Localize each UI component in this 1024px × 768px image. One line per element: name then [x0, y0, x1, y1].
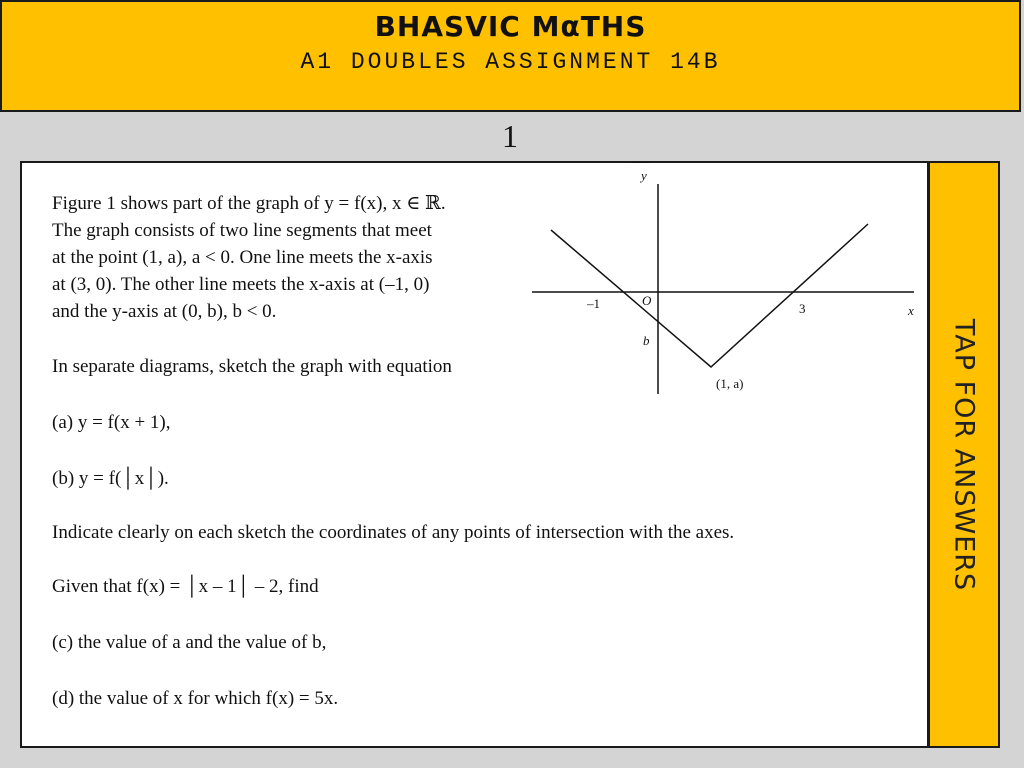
brand-title: BHASVIC MαTHS	[374, 10, 647, 43]
intro-line-1: Figure 1 shows part of the graph of y = f(x), x ∈ ℝ.	[52, 193, 446, 214]
x-axis-label: x	[908, 303, 914, 318]
three-label: 3	[799, 301, 806, 316]
y-axis-label: y	[641, 168, 647, 183]
given-text: Given that f(x) = │x – 1│ – 2, find	[52, 576, 319, 597]
intro-line-2: The graph consists of two line segments that meet	[52, 220, 432, 241]
intro-line-4: at (3, 0). The other line meets the x-axis at (–1, 0)	[52, 274, 430, 295]
question-number: 1	[502, 118, 518, 154]
part-b-text: (b) y = f(│x│).	[52, 468, 169, 489]
b-label: b	[643, 333, 650, 348]
intro-line-3: at the point (1, a), a < 0. One line meets the x-axis	[52, 247, 433, 268]
figure-1-graph	[528, 162, 924, 398]
instruction-text: In separate diagrams, sketch the graph with equation	[52, 356, 452, 377]
tap-for-answers-button[interactable]	[928, 161, 1000, 748]
part-a-text: (a) y = f(x + 1),	[52, 412, 171, 433]
assignment-subtitle: A1 DOUBLES ASSIGNMENT 14B	[300, 49, 721, 75]
indicate-text: Indicate clearly on each sketch the coordinates of any points of intersection with the axes.	[52, 522, 735, 543]
origin-label: O	[642, 293, 652, 308]
intro-line-5: and the y-axis at (0, b), b < 0.	[52, 301, 277, 322]
neg-one-label: –1	[587, 296, 600, 311]
header-banner	[0, 0, 1021, 112]
part-d-text: (d) the value of x for which f(x) = 5x.	[52, 688, 339, 709]
part-c-text: (c) the value of a and the value of b,	[52, 632, 327, 653]
tap-for-answers-label: TAP FOR ANSWERS	[948, 318, 980, 591]
vertex-label: (1, a)	[716, 376, 744, 391]
